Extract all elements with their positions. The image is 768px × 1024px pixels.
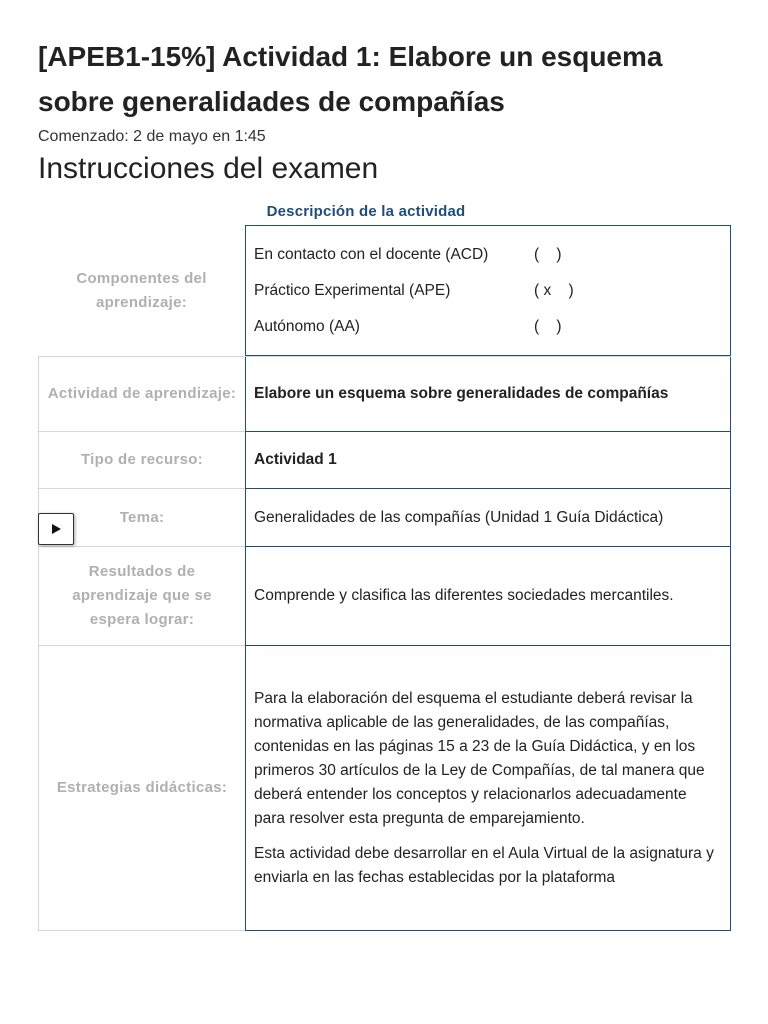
play-button[interactable] [38,513,74,545]
table-row-activity [38,356,731,432]
components-label: Componentes del aprendizaje: [76,269,207,311]
component-name: Práctico Experimental (APE) [254,281,451,299]
strategies-label: Estrategias didácticas: [38,646,245,931]
component-name: Autónomo (AA) [254,317,360,335]
table-row-components [38,225,731,356]
activity-table [38,225,731,931]
table-row-resource [38,432,731,489]
table-row-topic [38,489,731,547]
resource-label: Tipo de recurso: [38,432,245,489]
table-row-strategies [38,646,731,931]
strategies-paragraph: Esta actividad debe desarrollar en el Aula Virtual de la asignatura y enviarla en las fechas establecidas por la plataforma [254,844,714,886]
results-label: Resultados de aprendizaje que se espera lograr: [38,547,245,646]
component-mark: ( ) [534,317,562,335]
component-item [254,273,720,309]
component-mark: ( ) [534,245,562,263]
page-title: [APEB1-15%] Actividad 1: Elabore un esquema sobre generalidades de compañías [38,41,663,117]
activity-value: Elabore un esquema sobre generalidades de compañías [245,357,731,432]
component-mark: ( x ) [534,281,574,299]
topic-label: Tema: [38,489,245,547]
component-item [254,237,720,273]
resource-value: Actividad 1 [245,432,731,489]
topic-value: Generalidades de las compañías (Unidad 1 Guía Didáctica) [245,489,731,547]
results-value: Comprende y clasifica las diferentes sociedades mercantiles. [245,547,731,646]
strategies-cell [245,646,731,931]
table-row-results [38,547,731,646]
started-timestamp: Comenzado: 2 de mayo en 1:45 [38,128,266,145]
components-cell [245,225,731,356]
table-caption: Descripción de la actividad [266,203,466,220]
component-item [254,309,720,345]
activity-label: Actividad de aprendizaje: [38,357,245,432]
component-name: En contacto con el docente (ACD) [254,245,489,263]
play-icon [50,523,62,535]
instructions-heading: Instrucciones del examen [38,152,379,185]
strategies-paragraph: Para la elaboración del esquema el estudiante deberá revisar la normativa aplicable de las generalidades, de las compañías, contenidas en las páginas 15 a 23 de la Guía Didáctica, y en los primeros 30 artículos de la Ley de Compañías, de tal manera que deberá entender los conceptos y relacionarlos adecuadamente para resolver esta pregunta de emparejamiento. [254,689,705,827]
